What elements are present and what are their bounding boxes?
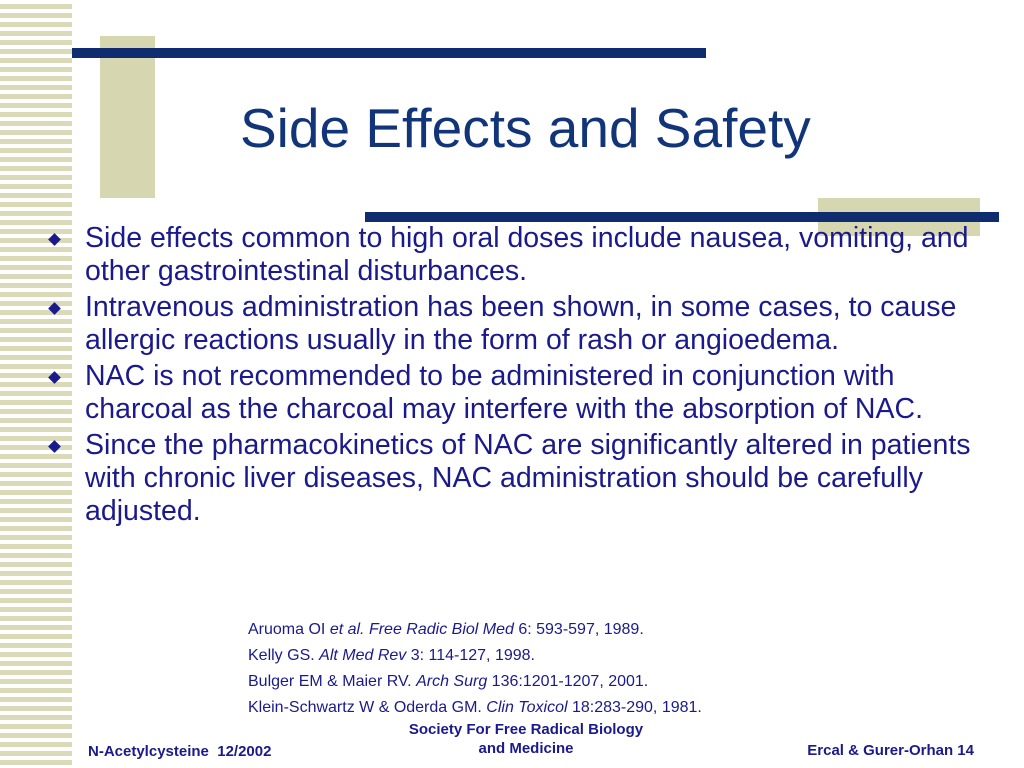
- diamond-bullet-icon: [48, 440, 61, 453]
- reference-authors: Kelly GS.: [248, 647, 320, 664]
- reference-authors: Klein-Schwartz W & Oderda GM.: [248, 699, 487, 716]
- reference-journal: Clin Toxicol: [486, 699, 568, 716]
- reference-citation: 136:1201-1207, 2001.: [487, 673, 649, 690]
- bullet-item: [44, 222, 994, 288]
- diamond-bullet-icon: [48, 233, 61, 246]
- reference-citation: 3: 114-127, 1998.: [406, 647, 535, 664]
- bullet-item: [44, 429, 994, 528]
- bullet-text: Since the pharmacokinetics of NAC are significantly altered in patients with chronic liver diseases, NAC administration should be carefully adjusted.: [85, 429, 971, 527]
- footer-authors-page-number: Ercal & Gurer-Orhan 14: [807, 742, 974, 759]
- reference-item: [248, 643, 702, 669]
- footer-topic-date: N-Acetylcysteine 12/2002: [88, 743, 272, 760]
- reference-citation: 6: 593-597, 1989.: [513, 621, 644, 638]
- reference-list: [248, 617, 702, 721]
- footer-organization-line-2: and Medicine: [478, 740, 574, 757]
- reference-item: [248, 669, 702, 695]
- reference-authors: Bulger EM & Maier RV.: [248, 673, 417, 690]
- reference-journal: et al. Free Radic Biol Med: [329, 621, 514, 638]
- top-navy-rule: [72, 48, 706, 58]
- reference-citation: 18:283-290, 1981.: [567, 699, 702, 716]
- slide-title: Side Effects and Safety: [240, 97, 811, 159]
- diamond-bullet-icon: [48, 371, 61, 384]
- beige-vertical-block: [100, 36, 155, 198]
- footer-organization: [368, 720, 684, 758]
- reference-item: [248, 617, 702, 643]
- bullet-item: [44, 360, 994, 426]
- diamond-bullet-icon: [48, 302, 61, 315]
- bullet-text: Side effects common to high oral doses include nausea, vomiting, and other gastrointestinal disturbances.: [85, 222, 969, 287]
- footer-organization-line-1: Society For Free Radical Biology: [408, 721, 644, 738]
- bullet-list: [44, 222, 994, 531]
- reference-authors: Aruoma OI: [248, 621, 330, 638]
- reference-item: [248, 695, 702, 721]
- bottom-navy-rule: [365, 212, 999, 222]
- reference-journal: Arch Surg: [416, 673, 488, 690]
- bullet-item: [44, 291, 994, 357]
- reference-journal: Alt Med Rev: [319, 647, 407, 664]
- bullet-text: NAC is not recommended to be administered in conjunction with charcoal as the charcoal may interfere with the absorption of NAC.: [85, 360, 923, 425]
- bullet-text: Intravenous administration has been shown, in some cases, to cause allergic reactions usually in the form of rash or angioedema.: [85, 291, 957, 356]
